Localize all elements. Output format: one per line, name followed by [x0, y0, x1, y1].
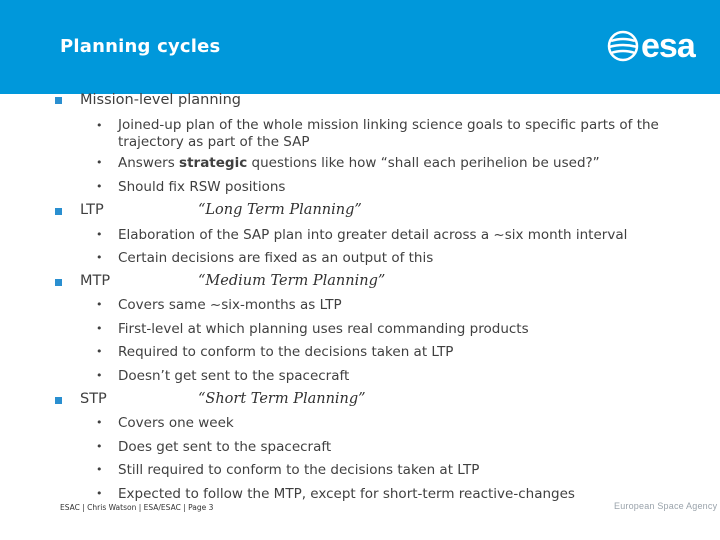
section-tagline: “Medium Term Planning” — [198, 273, 386, 289]
bullet-dot: • — [96, 463, 103, 476]
section-tagline: “Long Term Planning” — [198, 202, 362, 218]
bullet-dot: • — [96, 487, 103, 500]
bullet-item: Should fix RSW positions — [118, 179, 286, 195]
bullet-item: Required to conform to the decisions taken at LTP — [118, 344, 454, 360]
bullet-dot: • — [96, 322, 103, 335]
section-heading: STP — [80, 391, 107, 407]
bullet-dot: • — [96, 345, 103, 358]
bullet-item: Doesn’t get sent to the spacecraft — [118, 368, 350, 384]
bullet-item: Elaboration of the SAP plan into greater detail across a ~six month interval — [118, 227, 628, 243]
bullet-dot: • — [96, 440, 103, 453]
bullet-dot: • — [96, 369, 103, 382]
bullet-dot: • — [96, 156, 103, 169]
section-bullet-square — [55, 208, 62, 215]
bullet-dot: • — [96, 228, 103, 241]
esa-logo-text: esa — [641, 27, 695, 65]
bullet-item: Joined-up plan of the whole mission linking science goals to specific parts of the trajectory as part of the SAP — [118, 117, 659, 150]
section-heading: LTP — [80, 202, 104, 218]
footer-agency-logo: European Space Agency — [614, 501, 718, 511]
bullet-dot: • — [96, 298, 103, 311]
bullet-item: Covers one week — [118, 415, 234, 431]
section-bullet-square — [55, 97, 62, 104]
section-bullet-square — [55, 279, 62, 286]
emphasis-strategic: strategic — [179, 155, 248, 171]
bullet-item: Still required to conform to the decisions taken at LTP — [118, 462, 480, 478]
section-tagline: “Short Term Planning” — [198, 391, 366, 407]
bullet-item: Covers same ~six-months as LTP — [118, 297, 342, 313]
bullet-item: Certain decisions are fixed as an output of this — [118, 250, 434, 266]
bullet-item-text-strategic: Answers strategic questions like how “shall each perihelion be used?” — [118, 155, 600, 171]
bullet-item: First-level at which planning uses real commanding products — [118, 321, 529, 337]
bullet-dot: • — [96, 251, 103, 264]
bullet-item — [118, 155, 678, 172]
bullet-item: Does get sent to the spacecraft — [118, 439, 332, 455]
bullet-item: Expected to follow the MTP, except for short-term reactive-changes — [118, 486, 575, 502]
bullet-dot: • — [96, 416, 103, 429]
section-heading: Mission-level planning — [80, 92, 241, 108]
page-title: Planning cycles — [60, 36, 221, 57]
bullet-dot: • — [96, 119, 103, 132]
section-heading: MTP — [80, 273, 111, 289]
footer-text: ESAC | Chris Watson | ESA/ESAC | Page 3 — [60, 503, 214, 512]
section-bullet-square — [55, 397, 62, 404]
bullet-dot: • — [96, 180, 103, 193]
